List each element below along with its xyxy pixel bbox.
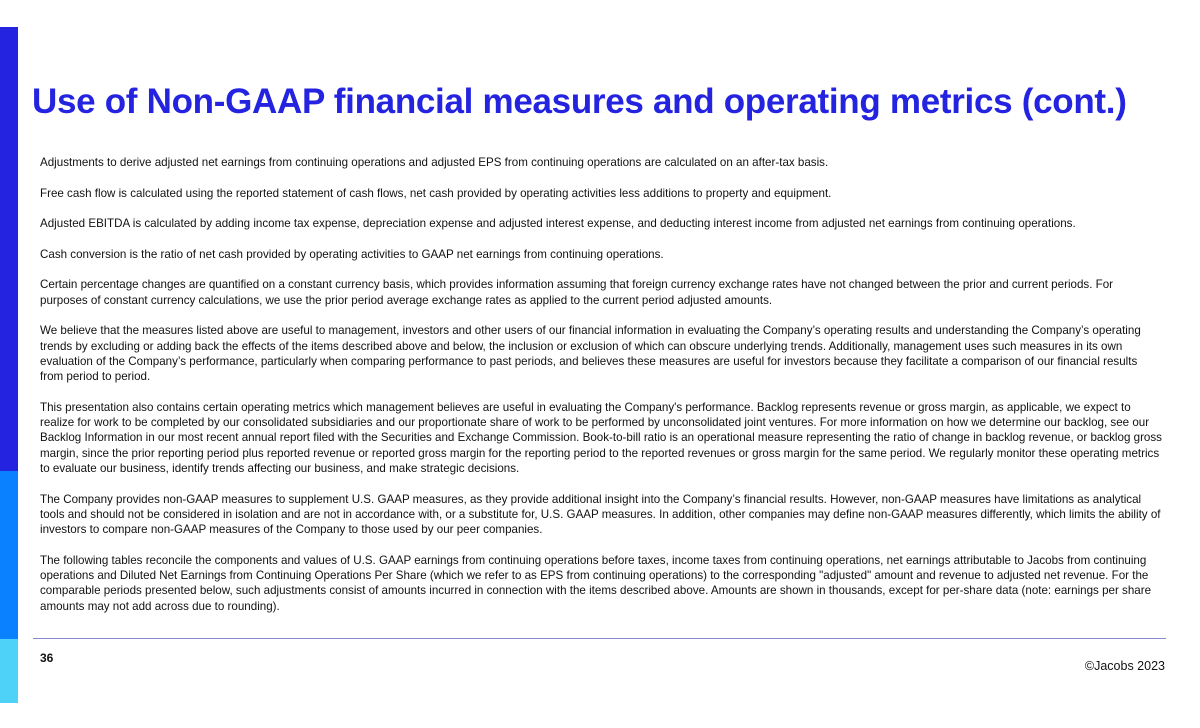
body-text <box>40 155 1162 629</box>
paragraph-operating-metrics: This presentation also contains certain operating metrics which management believes are useful in evaluating the Company's performance. Backlog represents revenue or gross margin, as applicable, we expect to realize for work to be completed by our consolidated subsidiaries and our proportionate share of work to be performed by unconsolidated joint ventures. For more information on how we determine our backlog, see our Backlog Information in our most recent annual report filed with the Securities and Exchange Commission. Book-to-bill ratio is an operational measure representing the ratio of change in backlog revenue, or backlog gross margin, since the prior reporting period plus reported revenue or reported gross margin for the reporting period to the reported revenues or gross margin for the same period. We regularly monitor these operating metrics to evaluate our business, identify trends affecting our business, and make strategic decisions. <box>40 400 1162 475</box>
paragraph-cash-conversion: Cash conversion is the ratio of net cash provided by operating activities to GAAP net earnings from continuing operations. <box>40 247 664 261</box>
paragraph-after-tax-basis: Adjustments to derive adjusted net earnings from continuing operations and adjusted EPS from continuing operations are calculated on an after-tax basis. <box>40 156 829 169</box>
paragraph-free-cash-flow: Free cash flow is calculated using the reported statement of cash flows, net cash provided by operating activities less additions to property and equipment. <box>40 186 832 200</box>
footer-divider <box>33 638 1166 639</box>
paragraph-adjusted-ebitda: Adjusted EBITDA is calculated by adding income tax expense, depreciation expense and adjusted interest expense, and deducting interest income from adjusted net earnings from continuing operations. <box>40 217 1076 231</box>
paragraph-usefulness: We believe that the measures listed above are useful to management, investors and other users of our financial information in evaluating the Company’s operating results and understanding the Company’s operating trends by excluding or adding back the effects of the items described above and below, the inclusion or exclusion of which can obscure underlying trends. Additionally, management uses such measures in its own evaluation of the Company’s performance, particularly when comparing performance to past periods, and believes these measures are useful for investors because they facilitate a comparison of our financial results from period to period. <box>40 324 1141 384</box>
page-number: 36 <box>40 651 54 665</box>
accent-bar-top <box>0 27 18 471</box>
page-title: Use of Non-GAAP financial measures and operating metrics (cont.) <box>32 82 1127 121</box>
paragraph-reconciliation: The following tables reconcile the components and values of U.S. GAAP earnings from continuing operations before taxes, income taxes from continuing operations, net earnings attributable to Jacobs from continuing operations and Diluted Net Earnings from Continuing Operations Per Share (which we refer to as EPS from continuing operations) to the corresponding "adjusted" amount and revenue to adjusted net revenue. For the comparable periods presented below, such adjustments consist of amounts incurred in connection with the items described above. Amounts are shown in thousands, except for per-share data (note: earnings per share amounts may not add across due to rounding). <box>40 553 1152 613</box>
copyright-notice: ©Jacobs 2023 <box>1084 659 1165 673</box>
accent-bar-middle <box>0 471 18 639</box>
accent-bar-bottom <box>0 639 18 703</box>
paragraph-limitations: The Company provides non-GAAP measures to supplement U.S. GAAP measures, as they provide additional insight into the Company’s financial results. However, non-GAAP measures have limitations as analytical tools and should not be considered in isolation and are not in accordance with, or a substitute for, U.S. GAAP measures. In addition, other companies may define non-GAAP measures differently, which limits the ability of investors to compare non-GAAP measures of the Company to those used by our peer companies. <box>40 492 1161 537</box>
paragraph-constant-currency: Certain percentage changes are quantified on a constant currency basis, which provides information assuming that foreign currency exchange rates have not changed between the prior and current periods. For purposes of constant currency calculations, we use the prior period average exchange rates as applied to the current period adjusted amounts. <box>40 278 1114 307</box>
accent-bar <box>0 27 18 703</box>
